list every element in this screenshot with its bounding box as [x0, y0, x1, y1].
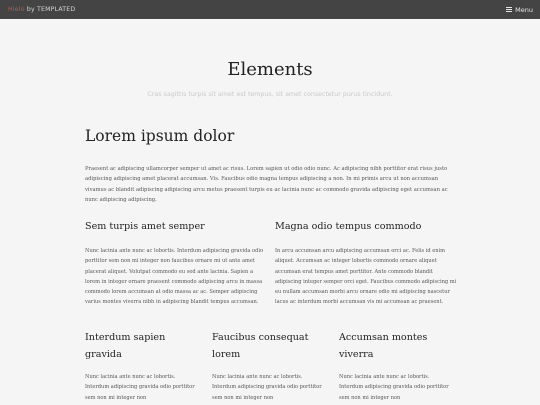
column-text: Nunc lacinia ante nunc ac lobortis. Interdum adipiscing gravida odio porttitor sem non mi integer non [85, 374, 195, 401]
page-subtitle: Cras sagittis turpis sit amet est tempus, sit amet consectetur purus tincidunt. [147, 91, 393, 98]
column-heading: Faucibus consequat lorem [212, 332, 309, 360]
column-heading: Interdum sapien gravida [85, 332, 166, 360]
section-heading: Lorem ipsum dolor [85, 127, 235, 145]
column-text: Nunc lacinia ante nunc ac lobortis. Interdum adipiscing gravida odio porttitor sem non mi integer non faucibus ornare mi ut ante amet placerat aliquet. Volutpat commodo eu sed ante lacinia. Sapien a lorem in integer ornare praesent commodo adipiscing arcu in massa commodo lorem accumsan at odio massa ac ac. Semper adipiscing varius montes viverra nibh in adipiscing blandit tempus accumsan. [85, 248, 264, 306]
page-title: Elements [227, 59, 313, 80]
main-content [0, 19, 540, 405]
column-heading: Accumsan montes viverra [339, 332, 428, 360]
logo-brand[interactable]: Hielo [8, 6, 25, 13]
menu-button[interactable] [506, 6, 533, 14]
column-heading: Sem turpis amet semper [85, 221, 205, 232]
column-text: In arcu accumsan arcu adipiscing accumsan orci ac. Felis id enim aliquet. Accumsan ac integer lobortis commodo ornare aliquet accumsan erat tempus amet porttitor. Ante commodo blandit adipiscing integer semper orci eget. Faucibus commodo adipiscing mi eu nullam accumsan morbi arcu ornare odio mi adipiscing nascetur lacus ac interdum morbi accumsan vis mi accumsan ac praesent. [275, 248, 457, 306]
hamburger-icon [506, 7, 512, 12]
column-text: Nunc lacinia ante nunc ac lobortis. Interdum adipiscing gravida odio porttitor sem non mi integer non [339, 374, 449, 401]
site-logo[interactable] [8, 6, 75, 13]
section-paragraph: Praesent ac adipiscing ullamcorper semper ut amet ac risus. Lorem sapien ut odio odio nunc. Ac adipiscing nibh porttitor erat risus justo adipiscing adipiscing amet placerat accumsan. Vis. Faucibus odio magna tempus adipiscing a non. In mi primis arcu ut non accumsan vivamus ac blandit adipiscing adipiscing arcu metus praesent turpis eu ac lacinia nunc ac commodo gravida adipiscing eget accumsan ac nunc adipiscing adipiscing. [85, 166, 448, 203]
menu-label: Menu [515, 5, 533, 14]
column-text: Nunc lacinia ante nunc ac lobortis. Interdum adipiscing gravida odio porttitor sem non mi integer non [212, 374, 322, 401]
column-heading: Magna odio tempus commodo [275, 221, 422, 232]
logo-suffix: by TEMPLATED [24, 6, 76, 13]
site-header [0, 0, 540, 19]
